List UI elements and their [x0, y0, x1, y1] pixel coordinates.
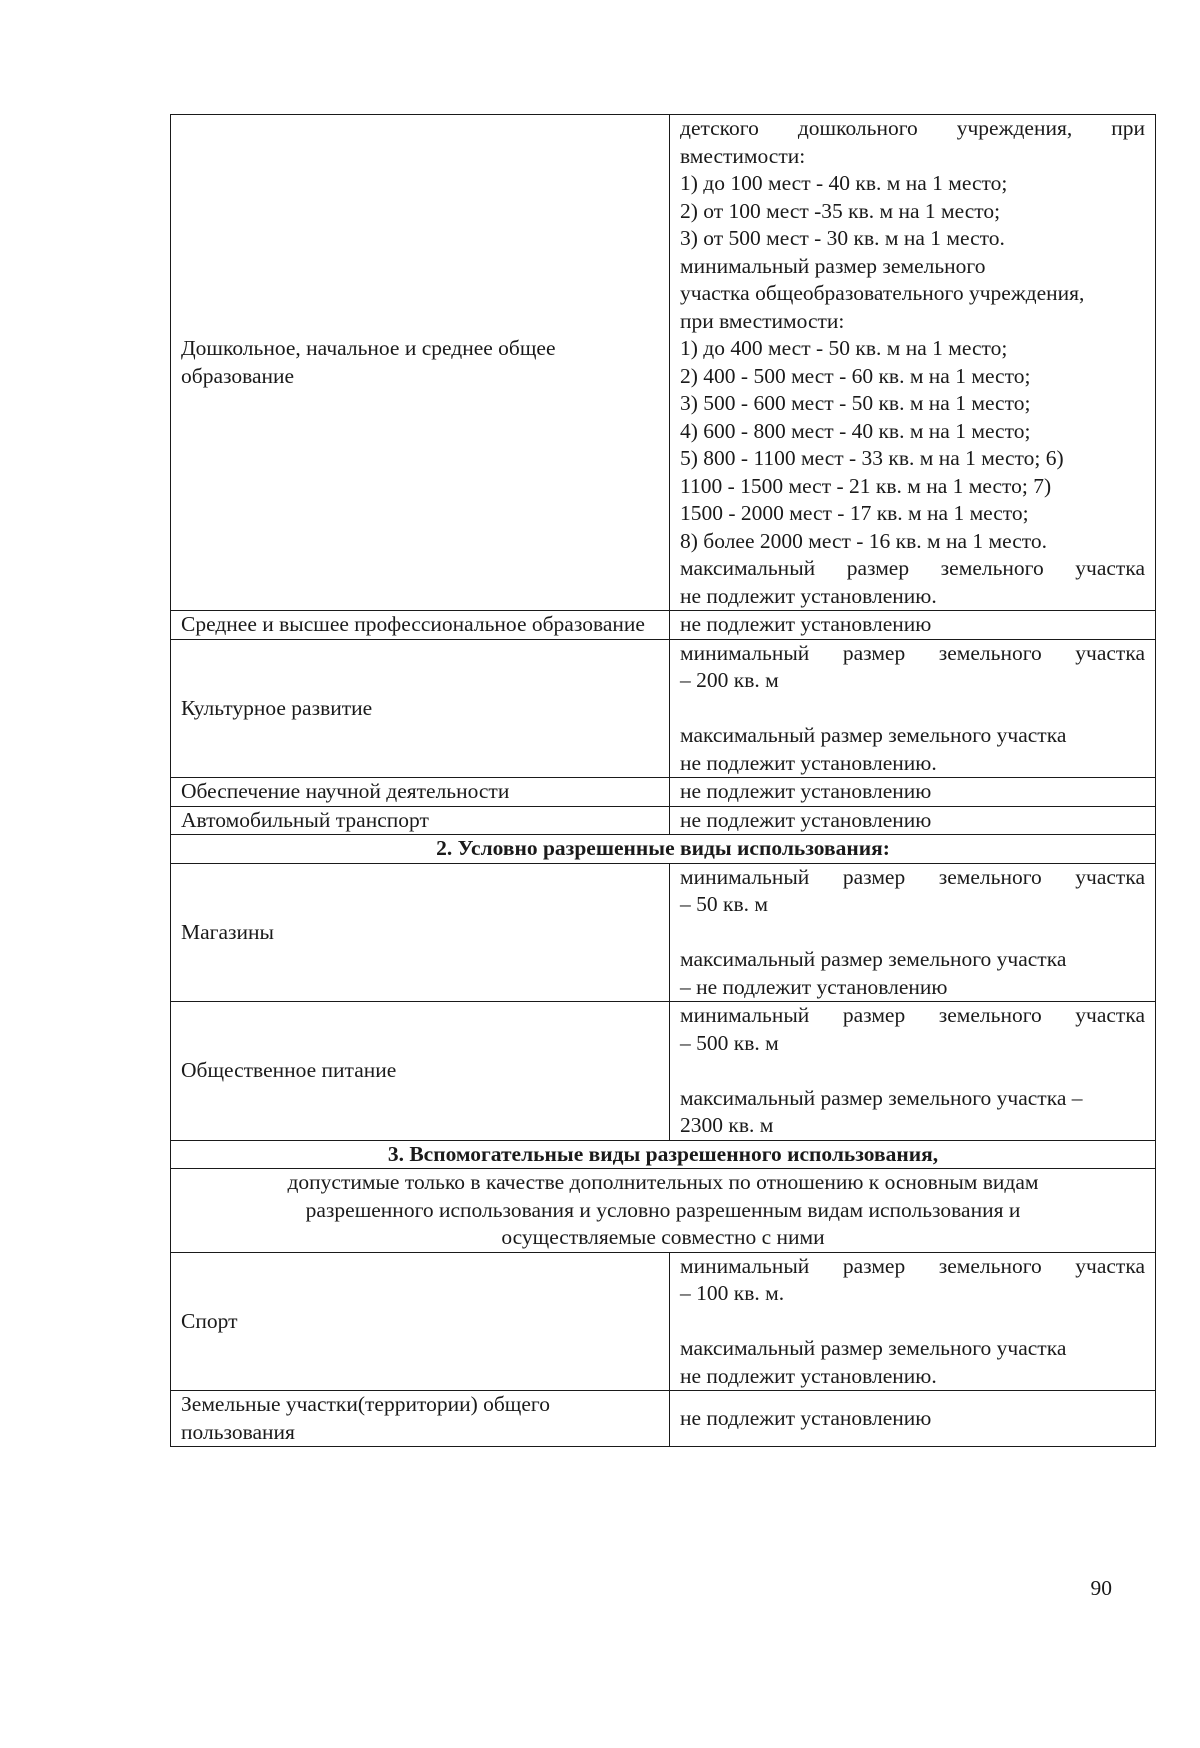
section-heading: 3. Вспомогательные виды разрешенного использования,: [171, 1140, 1156, 1169]
plot-size-parameters: [670, 806, 1156, 835]
parameter-line: 2300 кв. м: [680, 1113, 774, 1137]
parameter-line: при вместимости:: [680, 308, 845, 333]
note-line: осуществляемые совместно с ними: [501, 1225, 825, 1249]
section-heading-row: [171, 1140, 1156, 1169]
note-line: разрешенного использования и условно разрешенным видам использования и: [305, 1197, 1021, 1222]
table-row: [171, 778, 1156, 807]
parameter-line: 4) 600 - 800 мест - 40 кв. м на 1 место;: [680, 418, 1031, 443]
parameter-line: минимальный размер земельного участка: [680, 1003, 1145, 1027]
parameter-line: – 50 кв. м: [680, 892, 768, 916]
land-use-type: Земельные участки(территории) общего пользования: [171, 1391, 670, 1447]
parameter-line: детского дошкольного учреждения, при: [680, 116, 1145, 140]
plot-size-parameters: [670, 1391, 1156, 1447]
land-use-type: Автомобильный транспорт: [171, 806, 670, 835]
plot-size-parameters: [670, 115, 1156, 611]
section-note-row: [171, 1169, 1156, 1253]
parameter-line: не подлежит установлению: [680, 1405, 932, 1430]
parameter-line: 2) от 100 мест -35 кв. м на 1 место;: [680, 198, 1001, 223]
parameter-line: – 200 кв. м: [680, 668, 779, 692]
parameter-line: минимальный размер земельного участка: [680, 640, 1145, 665]
land-use-type: Культурное развитие: [171, 639, 670, 778]
parameter-line: 1) до 100 мест - 40 кв. м на 1 место;: [680, 171, 1008, 195]
plot-size-parameters: [670, 639, 1156, 778]
table-row: [171, 639, 1156, 778]
plot-size-parameters: [670, 1002, 1156, 1141]
table-body: [171, 115, 1156, 1447]
land-use-type: Обеспечение научной деятельности: [171, 778, 670, 807]
parameter-line: максимальный размер земельного участка: [680, 723, 1067, 747]
parameter-line: максимальный размер земельного участка: [680, 947, 1067, 971]
parameter-line: вместимости:: [680, 143, 806, 168]
parameter-line: не подлежит установлению.: [680, 750, 937, 775]
paragraph-gap: [680, 695, 1145, 723]
parameter-line: минимальный размер земельного участка: [680, 1253, 1145, 1278]
parameter-line: 1500 - 2000 мест - 17 кв. м на 1 место;: [680, 501, 1029, 525]
table-row: [171, 611, 1156, 640]
plot-size-parameters: [670, 863, 1156, 1002]
section-note: [171, 1169, 1156, 1253]
section-heading-row: [171, 835, 1156, 864]
parameter-line: не подлежит установлению: [680, 612, 932, 636]
parameter-line: минимальный размер земельного участка: [680, 864, 1145, 889]
land-use-type: Дошкольное, начальное и среднее общее образование: [171, 115, 670, 611]
table-row: [171, 863, 1156, 1002]
parameter-line: максимальный размер земельного участка: [680, 556, 1145, 580]
zoning-table: [170, 114, 1156, 1447]
section-heading: 2. Условно разрешенные виды использования:: [171, 835, 1156, 864]
parameter-line: 5) 800 - 1100 мест - 33 кв. м на 1 место; 6): [680, 446, 1064, 470]
land-use-type: Среднее и высшее профессиональное образование: [171, 611, 670, 640]
parameter-line: 3) от 500 мест - 30 кв. м на 1 место.: [680, 226, 1005, 250]
table-row: [171, 1002, 1156, 1141]
page-number: 90: [1090, 1576, 1112, 1600]
parameter-line: – 100 кв. м.: [680, 1281, 785, 1305]
parameter-line: 2) 400 - 500 мест - 60 кв. м на 1 место;: [680, 363, 1031, 388]
parameter-line: не подлежит установлению.: [680, 583, 937, 608]
table-row: [171, 1252, 1156, 1391]
plot-size-parameters: [670, 778, 1156, 807]
paragraph-gap: [680, 1308, 1145, 1336]
parameter-line: 1100 - 1500 мест - 21 кв. м на 1 место; 7): [680, 473, 1052, 498]
land-use-type: Спорт: [171, 1252, 670, 1391]
paragraph-gap: [680, 919, 1145, 947]
table-row: [171, 806, 1156, 835]
land-use-type: Общественное питание: [171, 1002, 670, 1141]
parameter-line: не подлежит установлению.: [680, 1363, 937, 1388]
paragraph-gap: [680, 1057, 1145, 1085]
plot-size-parameters: [670, 1252, 1156, 1391]
parameter-line: максимальный размер земельного участка: [680, 1336, 1067, 1360]
parameter-line: 3) 500 - 600 мест - 50 кв. м на 1 место;: [680, 391, 1031, 415]
parameter-line: минимальный размер земельного: [680, 253, 986, 278]
table-row: [171, 115, 1156, 611]
table-row: [171, 1391, 1156, 1447]
parameter-line: не подлежит установлению: [680, 779, 932, 803]
note-line: допустимые только в качестве дополнительных по отношению к основным видам: [287, 1170, 1039, 1194]
parameter-line: 8) более 2000 мест - 16 кв. м на 1 место.: [680, 528, 1048, 553]
parameter-line: 1) до 400 мест - 50 кв. м на 1 место;: [680, 336, 1008, 360]
land-use-type: Магазины: [171, 863, 670, 1002]
parameter-line: не подлежит установлению: [680, 807, 932, 832]
parameter-line: участка общеобразовательного учреждения,: [680, 281, 1085, 305]
parameter-line: – 500 кв. м: [680, 1030, 779, 1055]
plot-size-parameters: [670, 611, 1156, 640]
parameter-line: максимальный размер земельного участка –: [680, 1085, 1083, 1110]
parameter-line: – не подлежит установлению: [680, 974, 948, 999]
